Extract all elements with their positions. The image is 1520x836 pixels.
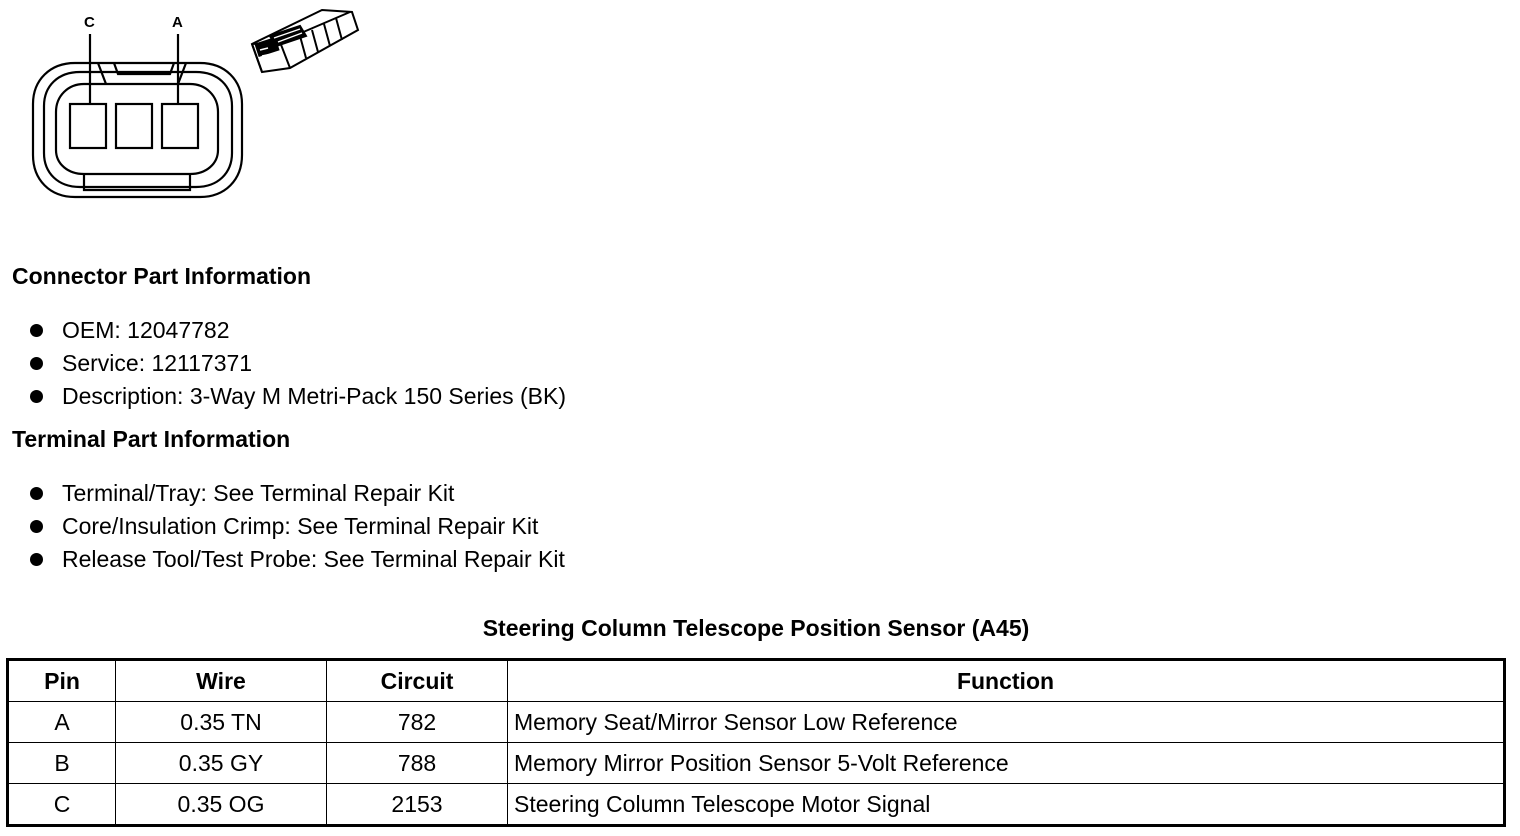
- terminal-cavity-c: [70, 104, 106, 148]
- table-title: Steering Column Telescope Position Sensor (A45): [482, 615, 1030, 641]
- cell-wire: 0.35 TN: [116, 702, 327, 743]
- bullet-icon: [30, 553, 43, 566]
- cell-circuit: 788: [327, 743, 508, 784]
- cell-pin: A: [8, 702, 116, 743]
- cell-wire: 0.35 OG: [116, 784, 327, 826]
- bullet-icon: [30, 390, 43, 403]
- core-insulation-crimp-text: Core/Insulation Crimp: See Terminal Repair Kit: [62, 513, 539, 539]
- cell-circuit: 782: [327, 702, 508, 743]
- cell-circuit: 2153: [327, 784, 508, 826]
- cell-pin: C: [8, 784, 116, 826]
- connector-latch: [98, 63, 186, 84]
- terminal-tray-text: Terminal/Tray: See Terminal Repair Kit: [62, 480, 455, 506]
- connector-housing-middle: [44, 72, 232, 187]
- column-header-function: Function: [508, 660, 1505, 702]
- release-tool-text: Release Tool/Test Probe: See Terminal Repair Kit: [62, 546, 565, 572]
- table-row: [8, 743, 1505, 784]
- column-header-pin: Pin: [8, 660, 116, 702]
- terminal-part-info-list: [28, 477, 565, 576]
- connector-part-info-list: [28, 314, 566, 413]
- connector-isometric-sketch: [252, 10, 358, 72]
- bullet-icon: [30, 324, 43, 337]
- cell-wire: 0.35 GY: [116, 743, 327, 784]
- cell-function: Steering Column Telescope Motor Signal: [508, 784, 1505, 826]
- connector-service-text: Service: 12117371: [62, 350, 253, 376]
- list-item: [28, 380, 566, 413]
- bullet-icon: [30, 357, 43, 370]
- list-item: [28, 314, 566, 347]
- pin-table: [6, 658, 1506, 827]
- connector-cavity: [56, 84, 218, 174]
- list-item: [28, 347, 566, 380]
- terminal-cavity-b: [116, 104, 152, 148]
- cell-function: Memory Seat/Mirror Sensor Low Reference: [508, 702, 1505, 743]
- table-row: [8, 702, 1505, 743]
- connector-oem-text: OEM: 12047782: [62, 317, 230, 343]
- connector-description-text: Description: 3-Way M Metri-Pack 150 Series (BK): [62, 383, 567, 409]
- connector-diagram: [0, 0, 380, 210]
- table-row: [8, 784, 1505, 826]
- list-item: [28, 543, 565, 576]
- terminal-part-info-heading: Terminal Part Information: [12, 426, 291, 452]
- list-item: [28, 510, 565, 543]
- cell-pin: B: [8, 743, 116, 784]
- terminal-cavity-a: [162, 104, 198, 148]
- list-item: [28, 477, 565, 510]
- connector-part-info-heading: Connector Part Information: [12, 263, 312, 289]
- bullet-icon: [30, 487, 43, 500]
- column-header-circuit: Circuit: [327, 660, 508, 702]
- cell-function: Memory Mirror Position Sensor 5-Volt Reference: [508, 743, 1505, 784]
- column-header-wire: Wire: [116, 660, 327, 702]
- pin-label-c: C: [84, 14, 95, 31]
- table-header-row: [8, 660, 1505, 702]
- pin-label-a: A: [172, 14, 183, 31]
- bullet-icon: [30, 520, 43, 533]
